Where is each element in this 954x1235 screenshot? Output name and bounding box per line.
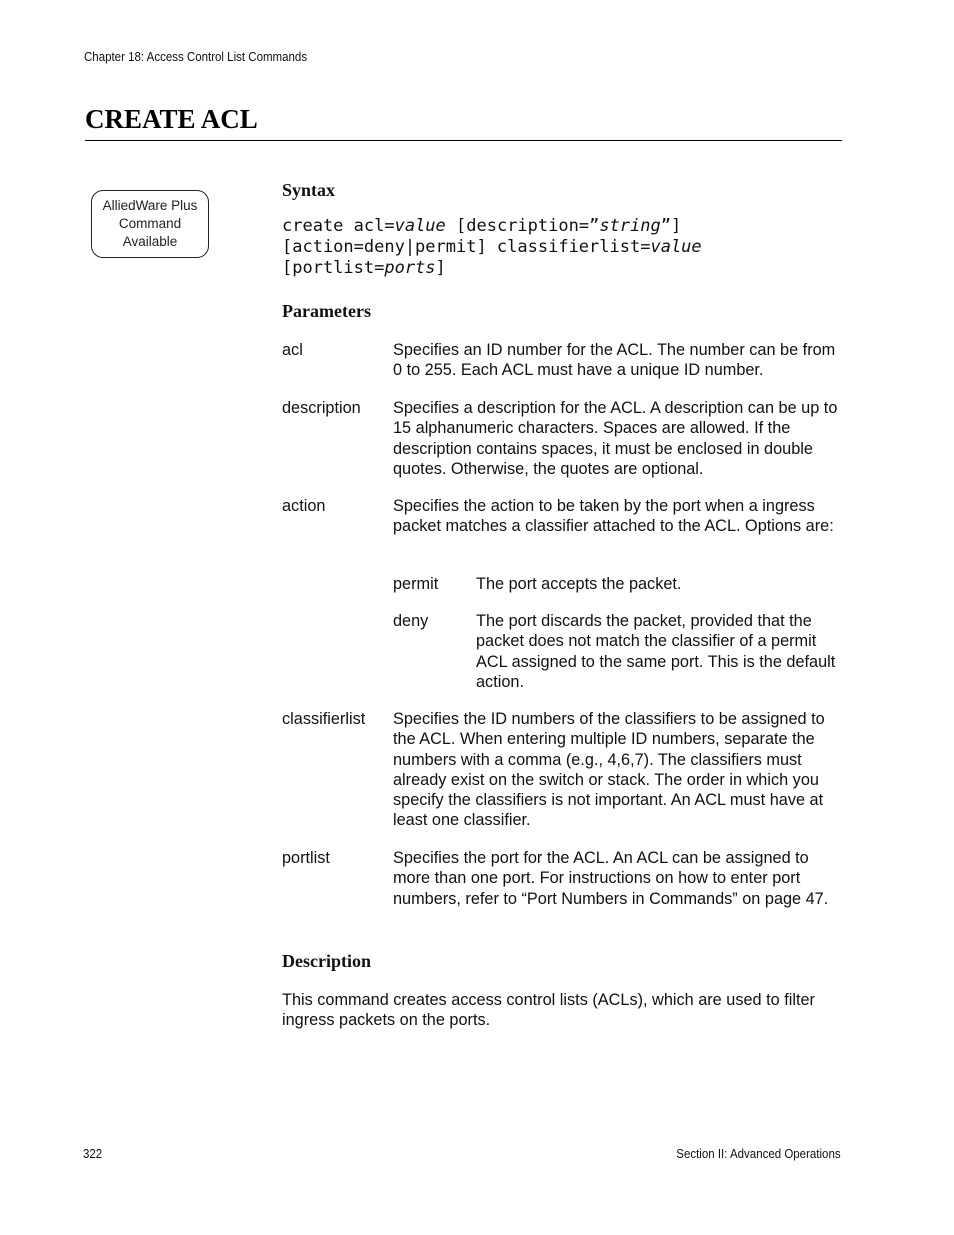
option-desc-deny: The port discards the packet, provided that the packet does not match the classifier of a permit ACL assigned to the same port. This is the default action.	[476, 612, 836, 691]
param-desc-acl: Specifies an ID number for the ACL. The number can be from 0 to 255. Each ACL must have a unique ID number.	[393, 341, 836, 380]
footer-section: Section II: Advanced Operations	[676, 1147, 841, 1161]
description-text: This command creates access control lists (ACLs), which are used to filter ingress packets on the ports.	[282, 991, 815, 1030]
page-title: CREATE ACL	[85, 104, 258, 134]
title-divider	[85, 140, 842, 141]
description-heading: Description	[282, 951, 371, 971]
param-term-portlist: portlist	[282, 849, 330, 867]
option-term-deny: deny	[393, 612, 429, 630]
option-desc-permit: The port accepts the packet.	[476, 575, 682, 593]
alliedware-plus-badge	[91, 190, 209, 258]
param-desc-portlist: Specifies the port for the ACL. An ACL can be assigned to more than one port. For instructions on how to enter port numbers, refer to “Port Numbers in Commands” on page 47.	[393, 849, 829, 908]
badge-line-1: AlliedWare Plus	[102, 198, 198, 213]
param-desc-action: Specifies the action to be taken by the port when a ingress packet matches a classifier attached to the ACL. Options are:	[393, 497, 834, 536]
syntax-line-3: [portlist=ports]	[282, 258, 446, 278]
syntax-heading: Syntax	[282, 180, 336, 200]
badge-line-3: Available	[122, 234, 178, 249]
param-desc-classifierlist: Specifies the ID numbers of the classifiers to be assigned to the ACL. When entering multiple ID numbers, separate the numbers with a comma (e.g., 4,6,7). The classifiers must already exist on the switch or stack. The order in which you specify the classifiers is not important. An ACL must have at least one classifier.	[393, 710, 825, 830]
param-desc-description: Specifies a description for the ACL. A description can be up to 15 alphanumeric characters. Spaces are allowed. If the description contains spaces, it must be enclosed in double quotes. Otherwise, the quotes are optional.	[393, 399, 838, 478]
param-term-description: description	[282, 399, 361, 417]
badge-line-2: Command	[118, 216, 182, 231]
syntax-line-1: create acl=value [description=”string”]	[282, 216, 682, 236]
parameters-heading: Parameters	[282, 301, 371, 321]
param-term-classifierlist: classifierlist	[282, 710, 366, 728]
param-term-acl: acl	[282, 341, 303, 359]
param-term-action: action	[282, 497, 326, 515]
chapter-header: Chapter 18: Access Control List Commands	[84, 50, 308, 64]
syntax-code	[282, 216, 702, 279]
syntax-line-2: [action=deny|permit] classifierlist=value	[282, 237, 702, 257]
option-term-permit: permit	[393, 575, 439, 593]
page-number: 322	[83, 1147, 103, 1161]
